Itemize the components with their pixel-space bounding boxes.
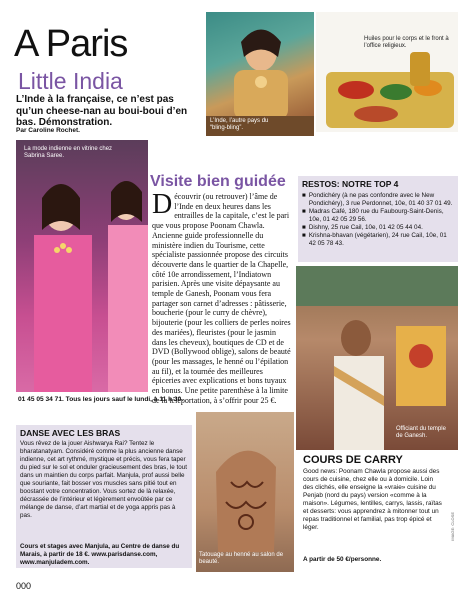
restos-box: [298, 176, 458, 262]
restos-list: [302, 192, 454, 248]
caption-painting: L’Inde, l’autre pays du “bling-bling”.: [210, 118, 269, 131]
restos-heading: RESTOS: NOTRE TOP 4: [302, 179, 399, 189]
page-title: A Paris: [14, 23, 128, 65]
visite-info: 01 45 05 34 71. Tous les jours sauf le lundi, à 11 h 30.: [18, 396, 184, 403]
oils-illustration: [316, 12, 458, 132]
temple-photo: [296, 266, 458, 450]
mannequins-illustration: [16, 140, 148, 392]
carry-heading: COURS DE CARRY: [303, 454, 403, 466]
visite-body: écouvrir (ou retrouver) l’âme de l’Inde en deux heures dans les entrailles de la capitale, c’est le pari que vous propose Poonam Chawla. Ancienne guide professionnelle du ministère indien du Tourisme, cette spécialiste passionnée propose des circuits découverte dans le quartier de la Chapelle, côté 10e arrondissement, l’Indiatown parisien. Après une visite dépaysante au temple de Ganesh, Poonam vous fera partager son carnet d’adresses : pâtisserie, boucherie (pour le curry de chèvre), bijouterie (pour les colliers de perles noires des mariées), fleuristes (pour le jasmin dans les cheveux), boutiques de CD et de DVD (Bollywood oblige), salons de beauté (pour les massages, le henné ou l’épilation au fil), et la tournée des meilleures épiceries avec explications et bons tuyaux en bonus. Une petite parenthèse à la limite de la téléportation, à s’offrir pour 25 €.: [152, 192, 291, 405]
page-subtitle: Little India: [18, 68, 123, 94]
caption-henna: Tatouage au henné au salon de beauté.: [199, 552, 284, 565]
visite-article: [152, 189, 292, 405]
list-item: ■ Dishny, 25 rue Cail, 10e, 01 42 05 44 04.: [302, 224, 423, 231]
page-number: 000: [16, 581, 32, 591]
list-item: ■ Madras Café, 180 rue du Faubourg-Saint-Denis, 10e, 01 42 05 29 56.: [302, 208, 444, 223]
danse-body: Vous rêvez de la jouer Aishwarya Rai? Tentez le bharatanatyam. Considéré comme la plus ancienne danse indienne, cet art rythmé, mystique et précis, vous fera taper du pied sur le sol et onduler gracieusement des bras, le tout dans un maintien du corps parfait. Manjula, prof aussi belle que souriante, fait bosser vos muscles sans pitié tout en boostant votre concentration. Vous sortez de là relaxée, décrassée de l’intérieur et légèrement envoûtée par ce mélange de danse, d’art martial et de yoga appris pas à pas.: [20, 440, 187, 519]
danse-heading: DANSE AVEC LES BRAS: [20, 428, 121, 438]
danse-box: [16, 425, 192, 568]
byline: Par Caroline Rochet.: [16, 127, 80, 134]
carry-info: A partir de 50 €/personne.: [303, 556, 382, 563]
caption-oils: Huiles pour le corps et le front à l’office religieux.: [364, 36, 449, 49]
henna-photo: [196, 412, 294, 572]
painting-photo: [206, 12, 314, 136]
temple-illustration: [296, 266, 458, 450]
oils-photo: [316, 12, 458, 132]
visite-dropcap: D: [152, 189, 173, 220]
caption-mannequins: La mode indienne en vitrine chez Sabrina Saree.: [24, 146, 113, 159]
carry-body: Good news: Poonam Chawla propose aussi des cours de cuisine, chez elle ou à domicile. Loin des clichés, elle enseigne la «vraie» cuisine du Penjab (nord du pays) version «comme à la maison». Légumes, lentilles, carrys, lassis, raïtas et desserts: vous apprendrez à mitonner tout un repas traditionnel et familial, pas trop épicé et léger.: [303, 468, 442, 531]
mannequins-photo: [16, 140, 148, 392]
intro-text: L’Inde à la française, ce n’est pas qu’un cheese-nan au boui-boui d’en bas. Démonstration.: [16, 94, 188, 128]
list-item: ■ Krishna-bhavan (végétarien), 24 rue Cail, 10e, 01 42 05 78 43.: [302, 232, 447, 247]
danse-info: Cours et stages avec Manjula, au Centre de danse du Marais, à partir de 18 €. www.parisdanse.com, www.manjuladem.com.: [20, 543, 180, 566]
henna-illustration: [196, 412, 294, 572]
caption-temple: Officiant du temple de Ganesh.: [396, 426, 446, 439]
photo-credit: IMAGE: CLOSE: [450, 512, 455, 541]
list-item: ■ Pondichéry (à ne pas confondre avec le New Pondichéry), 3 rue Perdonnet, 10e, 01 40 37 01 49.: [302, 192, 453, 207]
visite-heading: Visite bien guidée: [150, 173, 286, 190]
